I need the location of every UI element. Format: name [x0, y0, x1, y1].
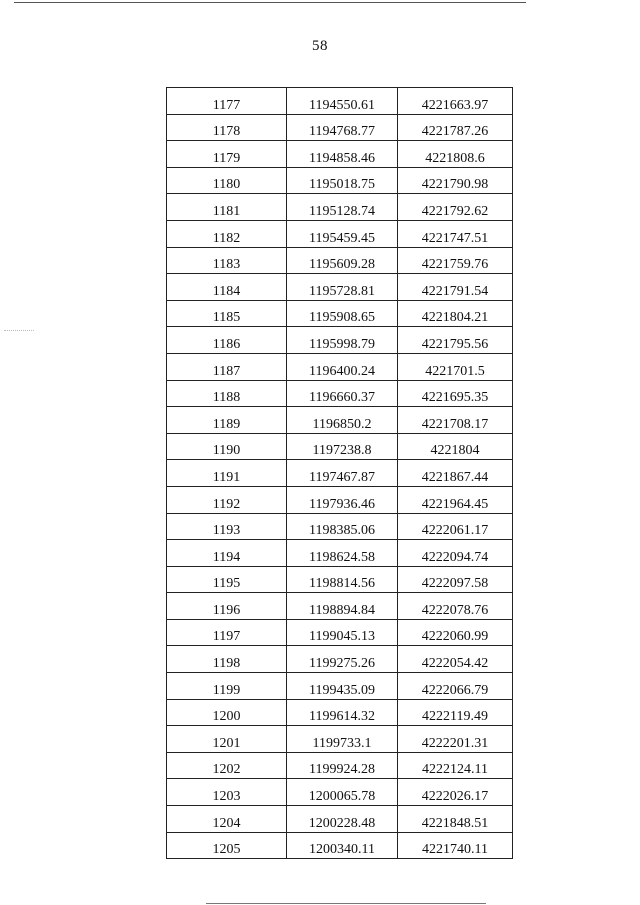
point-number-cell: 1193: [167, 513, 287, 540]
table-row: [167, 88, 513, 115]
point-number-cell: 1192: [167, 486, 287, 513]
point-number-cell: 1186: [167, 327, 287, 354]
y-coordinate-cell: 4222124.11: [398, 752, 513, 779]
table-row: [167, 752, 513, 779]
y-coordinate-cell: 4221695.35: [398, 380, 513, 407]
y-coordinate-cell: 4221791.54: [398, 274, 513, 301]
table-row: [167, 593, 513, 620]
point-number-cell: 1189: [167, 407, 287, 434]
table-row: [167, 433, 513, 460]
x-coordinate-cell: 1196850.2: [287, 407, 398, 434]
y-coordinate-cell: 4221747.51: [398, 220, 513, 247]
x-coordinate-cell: 1195728.81: [287, 274, 398, 301]
x-coordinate-cell: 1196660.37: [287, 380, 398, 407]
table-row: [167, 806, 513, 833]
x-coordinate-cell: 1195998.79: [287, 327, 398, 354]
x-coordinate-cell: 1197936.46: [287, 486, 398, 513]
x-coordinate-cell: 1195128.74: [287, 194, 398, 221]
table-row: [167, 194, 513, 221]
point-number-cell: 1205: [167, 832, 287, 859]
point-number-cell: 1197: [167, 619, 287, 646]
y-coordinate-cell: 4221804: [398, 433, 513, 460]
table-row: [167, 247, 513, 274]
y-coordinate-cell: 4222060.99: [398, 619, 513, 646]
table-row: [167, 220, 513, 247]
table-row: [167, 673, 513, 700]
x-coordinate-cell: 1198814.56: [287, 566, 398, 593]
y-coordinate-cell: 4221795.56: [398, 327, 513, 354]
x-coordinate-cell: 1195018.75: [287, 167, 398, 194]
point-number-cell: 1179: [167, 141, 287, 168]
y-coordinate-cell: 4221740.11: [398, 832, 513, 859]
y-coordinate-cell: 4222097.58: [398, 566, 513, 593]
point-number-cell: 1204: [167, 806, 287, 833]
x-coordinate-cell: 1198385.06: [287, 513, 398, 540]
point-number-cell: 1188: [167, 380, 287, 407]
x-coordinate-cell: 1194858.46: [287, 141, 398, 168]
point-number-cell: 1190: [167, 433, 287, 460]
x-coordinate-cell: 1198894.84: [287, 593, 398, 620]
y-coordinate-cell: 4221848.51: [398, 806, 513, 833]
x-coordinate-cell: 1200228.48: [287, 806, 398, 833]
coordinates-table-body: [167, 88, 513, 859]
bottom-border-line: [206, 903, 486, 904]
y-coordinate-cell: 4221808.6: [398, 141, 513, 168]
x-coordinate-cell: 1199924.28: [287, 752, 398, 779]
x-coordinate-cell: 1195609.28: [287, 247, 398, 274]
x-coordinate-cell: 1199733.1: [287, 726, 398, 753]
point-number-cell: 1185: [167, 300, 287, 327]
x-coordinate-cell: 1195459.45: [287, 220, 398, 247]
x-coordinate-cell: 1197467.87: [287, 460, 398, 487]
table-row: [167, 513, 513, 540]
x-coordinate-cell: 1194550.61: [287, 88, 398, 115]
point-number-cell: 1191: [167, 460, 287, 487]
top-border-line: [14, 2, 526, 3]
point-number-cell: 1180: [167, 167, 287, 194]
point-number-cell: 1181: [167, 194, 287, 221]
y-coordinate-cell: 4222119.49: [398, 699, 513, 726]
table-row: [167, 380, 513, 407]
x-coordinate-cell: 1200340.11: [287, 832, 398, 859]
y-coordinate-cell: 4221701.5: [398, 353, 513, 380]
table-row: [167, 699, 513, 726]
table-row: [167, 540, 513, 567]
point-number-cell: 1196: [167, 593, 287, 620]
y-coordinate-cell: 4221792.62: [398, 194, 513, 221]
table-row: [167, 619, 513, 646]
x-coordinate-cell: 1199045.13: [287, 619, 398, 646]
y-coordinate-cell: 4221964.45: [398, 486, 513, 513]
y-coordinate-cell: 4222061.17: [398, 513, 513, 540]
page-number: 58: [312, 38, 328, 54]
table-row: [167, 832, 513, 859]
table-row: [167, 300, 513, 327]
x-coordinate-cell: 1199435.09: [287, 673, 398, 700]
table-row: [167, 274, 513, 301]
coordinates-table: [166, 87, 513, 859]
point-number-cell: 1202: [167, 752, 287, 779]
point-number-cell: 1178: [167, 114, 287, 141]
y-coordinate-cell: 4221708.17: [398, 407, 513, 434]
table-row: [167, 646, 513, 673]
y-coordinate-cell: 4222094.74: [398, 540, 513, 567]
table-row: [167, 114, 513, 141]
point-number-cell: 1203: [167, 779, 287, 806]
x-coordinate-cell: 1196400.24: [287, 353, 398, 380]
table-row: [167, 353, 513, 380]
point-number-cell: 1183: [167, 247, 287, 274]
point-number-cell: 1184: [167, 274, 287, 301]
point-number-cell: 1200: [167, 699, 287, 726]
x-coordinate-cell: 1194768.77: [287, 114, 398, 141]
scan-artifact: [4, 330, 34, 331]
y-coordinate-cell: 4221790.98: [398, 167, 513, 194]
x-coordinate-cell: 1199275.26: [287, 646, 398, 673]
y-coordinate-cell: 4222201.31: [398, 726, 513, 753]
x-coordinate-cell: 1198624.58: [287, 540, 398, 567]
table-row: [167, 486, 513, 513]
table-row: [167, 779, 513, 806]
y-coordinate-cell: 4222054.42: [398, 646, 513, 673]
table-row: [167, 141, 513, 168]
x-coordinate-cell: 1195908.65: [287, 300, 398, 327]
point-number-cell: 1201: [167, 726, 287, 753]
point-number-cell: 1194: [167, 540, 287, 567]
y-coordinate-cell: 4221759.76: [398, 247, 513, 274]
point-number-cell: 1182: [167, 220, 287, 247]
y-coordinate-cell: 4222066.79: [398, 673, 513, 700]
table-row: [167, 566, 513, 593]
y-coordinate-cell: 4222078.76: [398, 593, 513, 620]
point-number-cell: 1198: [167, 646, 287, 673]
table-row: [167, 460, 513, 487]
y-coordinate-cell: 4221867.44: [398, 460, 513, 487]
table-row: [167, 726, 513, 753]
point-number-cell: 1195: [167, 566, 287, 593]
table-row: [167, 407, 513, 434]
table-row: [167, 327, 513, 354]
table-row: [167, 167, 513, 194]
y-coordinate-cell: 4221787.26: [398, 114, 513, 141]
point-number-cell: 1199: [167, 673, 287, 700]
x-coordinate-cell: 1197238.8: [287, 433, 398, 460]
y-coordinate-cell: 4221663.97: [398, 88, 513, 115]
x-coordinate-cell: 1199614.32: [287, 699, 398, 726]
x-coordinate-cell: 1200065.78: [287, 779, 398, 806]
y-coordinate-cell: 4222026.17: [398, 779, 513, 806]
point-number-cell: 1177: [167, 88, 287, 115]
y-coordinate-cell: 4221804.21: [398, 300, 513, 327]
point-number-cell: 1187: [167, 353, 287, 380]
